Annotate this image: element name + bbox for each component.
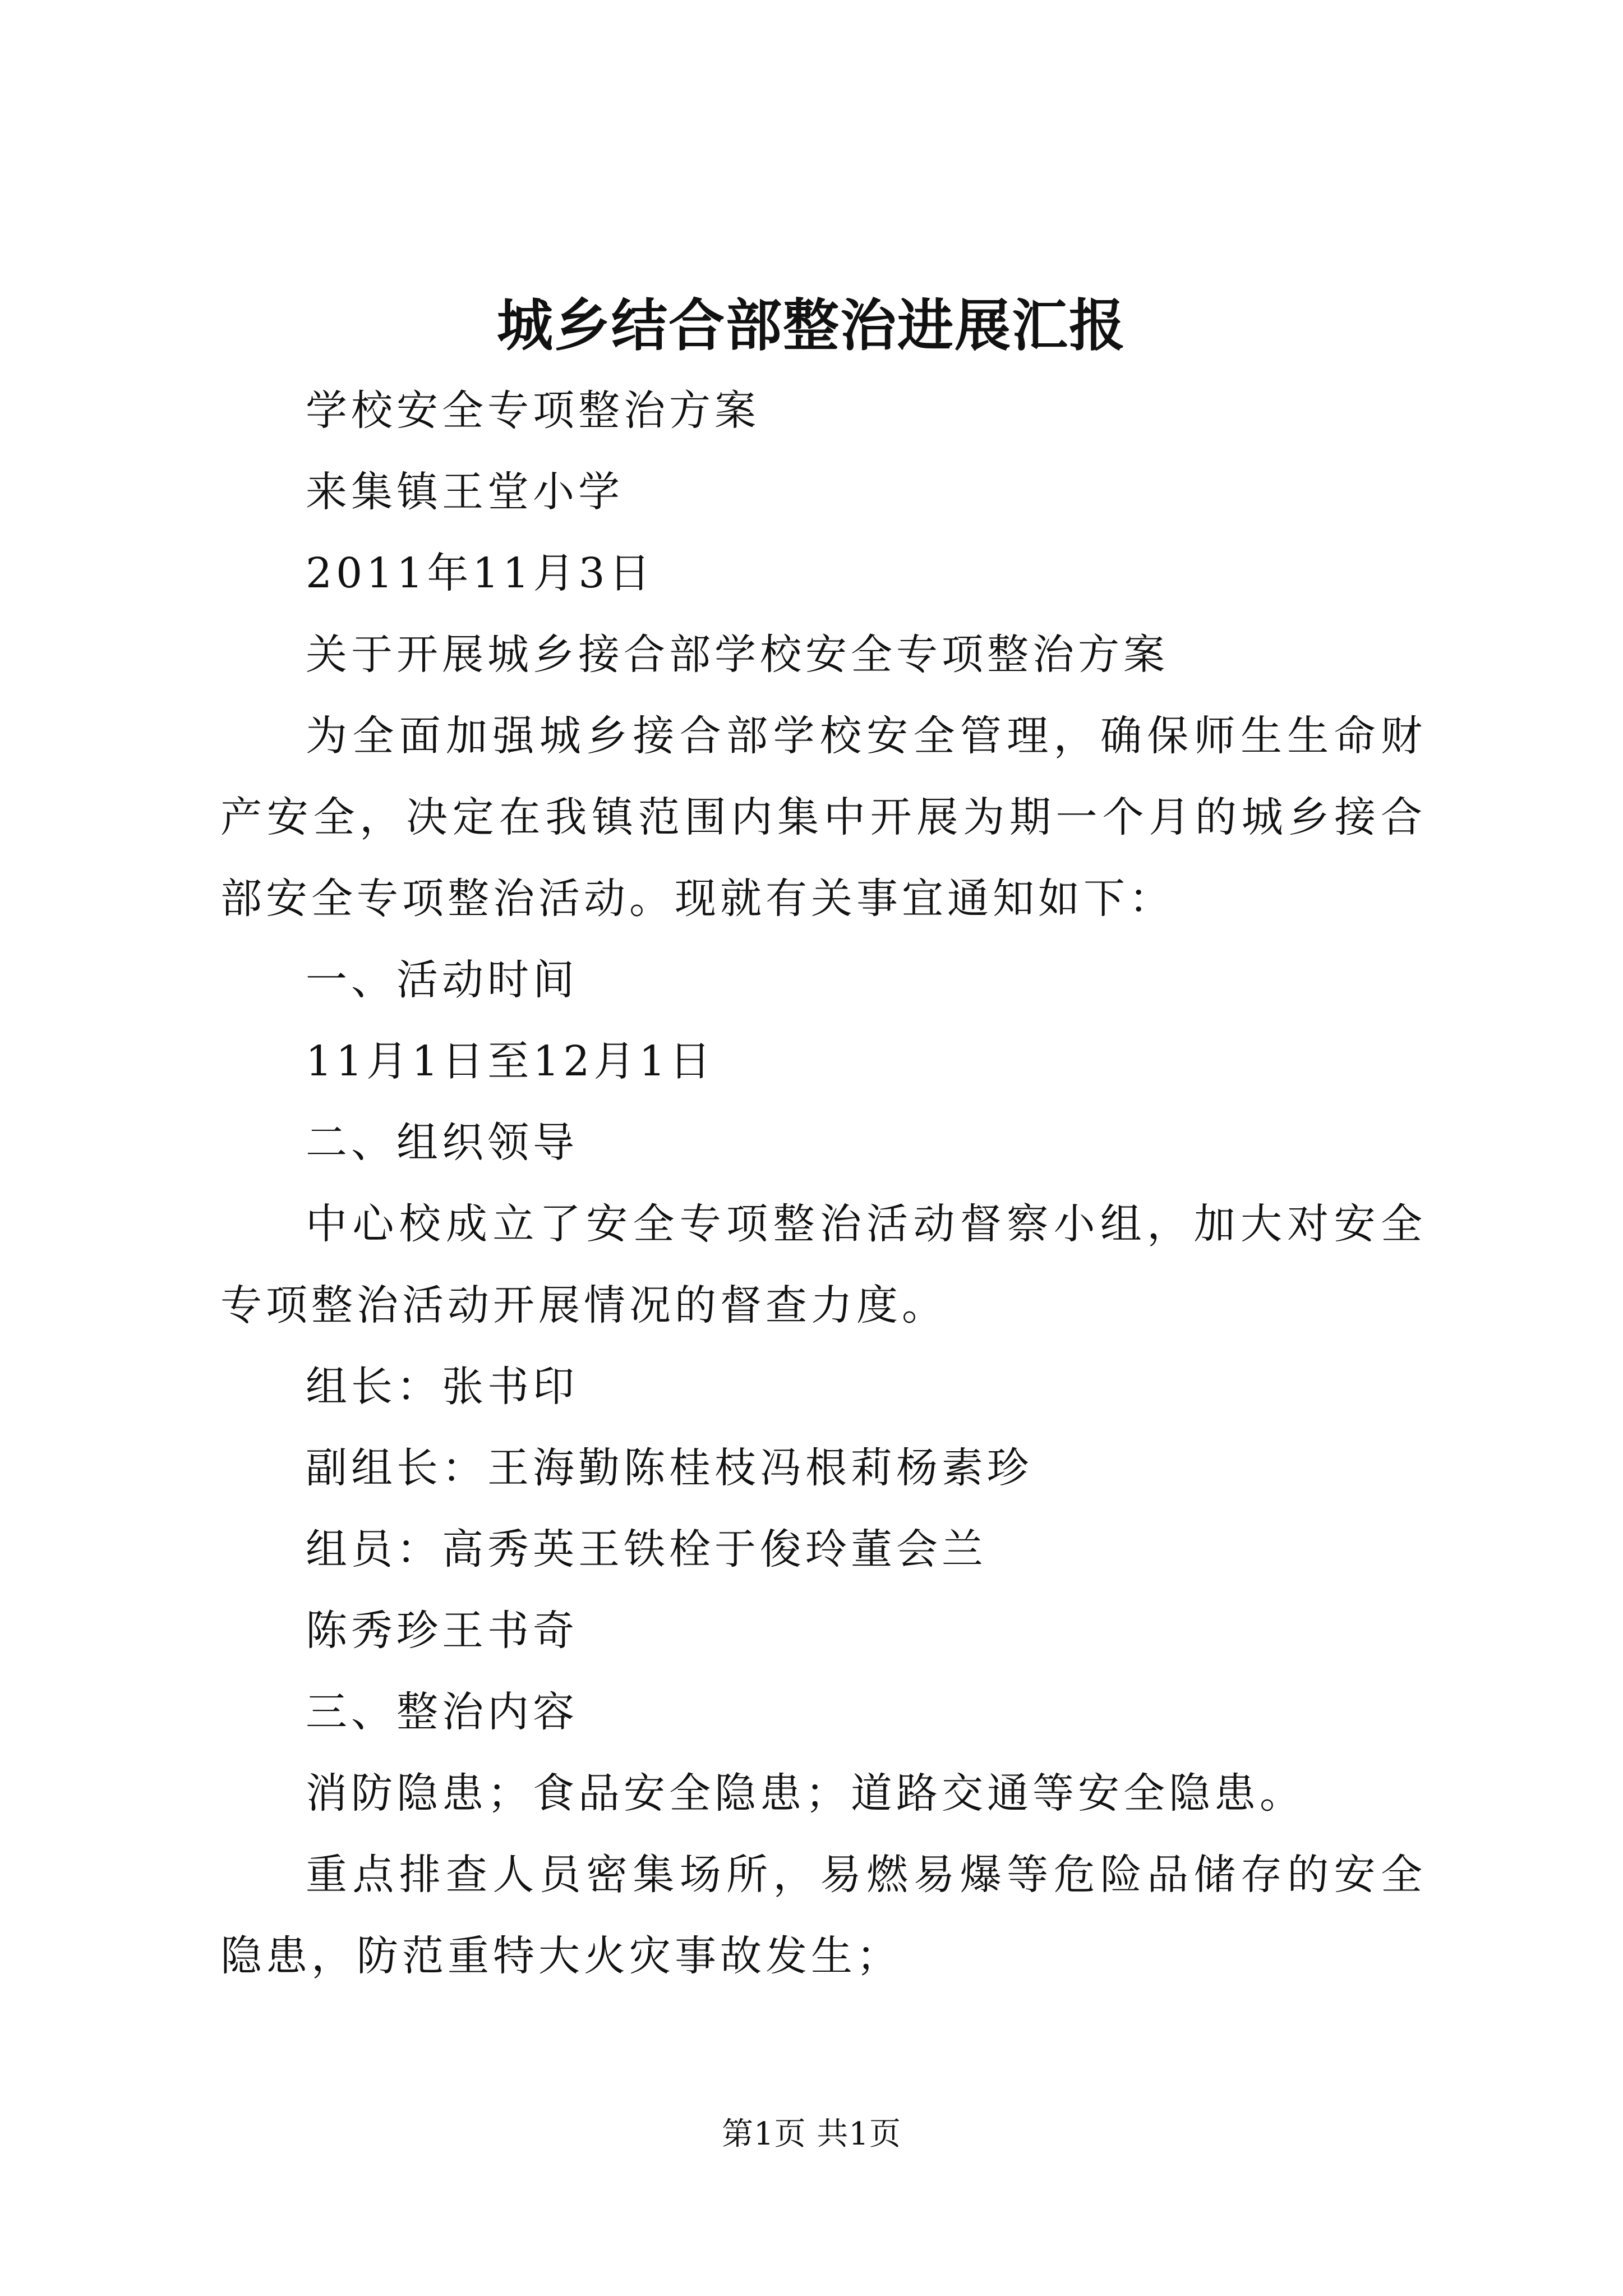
section-heading-leadership: 二、组织领导 [306,1119,578,1167]
paragraph-plan-title: 学校安全专项整治方案 [306,386,760,435]
paragraph-date: 2011年11月3日 [306,549,654,597]
paragraph-deputy-leaders: 副组长：王海勤陈桂枝冯根莉杨素珍 [306,1444,1032,1492]
document-title: 城乡结合部整治进展汇报 [497,292,1126,358]
paragraph-school-name: 来集镇王堂小学 [306,468,624,516]
paragraph-hazards: 消防隐患；食品安全隐患；道路交通等安全隐患。 [306,1769,1305,1818]
paragraph-members: 组员：高秀英王铁栓于俊玲董会兰 [306,1525,987,1573]
section-heading-content: 三、整治内容 [306,1688,578,1736]
paragraph-time-range: 11月1日至12月1日 [306,1037,715,1085]
paragraph-intro: 为全面加强城乡接合部学校安全管理，确保师生生命财产安全，决定在我镇范围内集中开展为期一个月的城乡接合部安全专项整治活动。现就有关事宜通知如下： [220,712,1426,923]
paragraph-members-continued: 陈秀珍王书奇 [306,1607,578,1655]
paragraph-leadership: 中心校成立了安全专项整治活动督察小组，加大对安全专项整治活动开展情况的督查力度。 [220,1200,1426,1329]
paragraph-notice-title: 关于开展城乡接合部学校安全专项整治方案 [306,631,1169,679]
section-heading-time: 一、活动时间 [306,956,578,1004]
paragraph-key-inspection: 重点排查人员密集场所，易燃易爆等危险品储存的安全隐患，防范重特大火灾事故发生； [220,1851,1426,1980]
paragraph-leader: 组长：张书印 [306,1363,578,1411]
page-footer: 第1页 共1页 [721,2116,902,2152]
document-body [220,370,1426,1997]
